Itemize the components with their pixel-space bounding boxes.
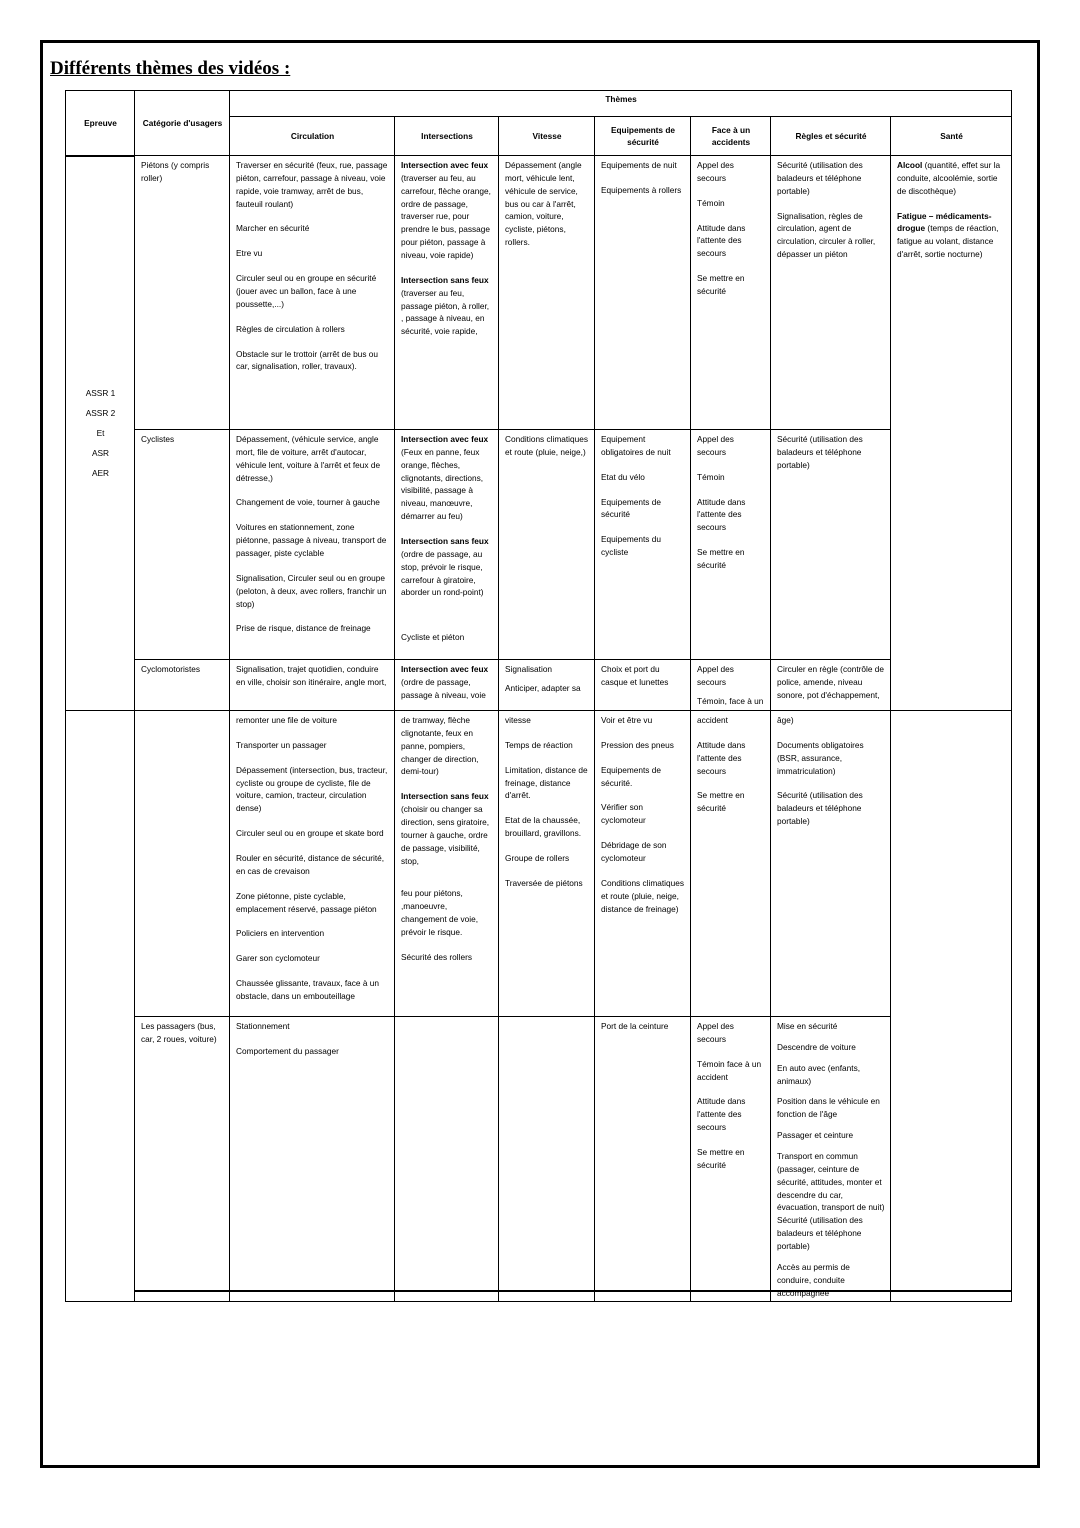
header-categorie: Catégorie d'usagers	[135, 91, 230, 156]
list-item: Signalisation, Circuler seul ou en groupe (peloton, à deux, avec rollers, franchir un stop)	[236, 572, 387, 609]
passagers-accidents	[691, 1017, 771, 1302]
list-item: Equipements de nuit	[601, 160, 677, 170]
list-item: Anticiper, adapter sa	[505, 682, 581, 693]
list-item: Changement de voie, tourner à gauche	[236, 497, 380, 508]
pietons-accidents	[691, 156, 771, 430]
table-bottom-rule	[134, 1290, 1012, 1292]
list-item: Témoin	[697, 197, 725, 208]
list-item: Etre vu	[236, 248, 263, 259]
list-item: Attitude dans l'attente des secours	[697, 222, 746, 259]
list-item: Se mettre en sécurité	[697, 1147, 745, 1170]
cyclistes-regles	[771, 430, 891, 660]
cyclistes-equipements	[595, 430, 691, 660]
passagers-vitesse	[499, 1017, 595, 1302]
list-item: Transport en commun (passager, ceinture de sécurité, attitudes, monter et descendre du car, évacuation, transport de nuit)	[777, 1151, 885, 1213]
list-item: Etat du vélo	[601, 471, 645, 482]
pietons-intersections	[395, 156, 499, 430]
epreuve-label: ASSR 2	[85, 408, 116, 419]
sante-cell-continued	[891, 711, 1012, 1302]
item-heading: Intersection avec feux	[401, 160, 489, 170]
list-item: Position dans le véhicule en fonction de l'âge	[777, 1096, 880, 1120]
cyclistes-vitesse	[499, 430, 595, 660]
list-item: Attitude dans l'attente des secours	[697, 739, 746, 776]
list-item: Groupe de rollers	[505, 853, 570, 864]
list-item: Règles de circulation à rollers	[236, 323, 345, 334]
list-item: Vérifier son cyclomoteur	[601, 802, 646, 826]
header-epreuve: Epreuve	[66, 91, 135, 156]
list-item: Signalisation, trajet quotidien, conduire en ville, choisir son itinéraire, angle mort,	[236, 664, 387, 687]
pietons-equipements	[595, 156, 691, 430]
list-item: Témoin	[697, 471, 725, 482]
list-item: Obstacle sur le trottoir (arrêt de bus ou car, signalisation, roller, travaux).	[236, 348, 379, 372]
list-item: Attitude dans l'attente des secours	[697, 1096, 746, 1133]
header-intersections: Intersections	[395, 117, 499, 156]
list-item: Dépassement, (véhicule service, angle mort, file de voiture, arrêt d'autocar, véhicule lent, voiture à l'arrêt et feux de détresse,)	[236, 434, 381, 483]
list-item: En auto avec (enfants, animaux)	[777, 1062, 861, 1086]
list-item: accident	[697, 715, 728, 725]
list-item: Policiers en intervention	[236, 928, 325, 939]
list-item: Accès au permis de conduire, conduite accompagnée	[777, 1261, 850, 1298]
list-item: Témoin, face à un	[697, 695, 764, 706]
sante-cell	[891, 156, 1012, 711]
cyclomotoristes-cont-vitesse	[499, 711, 595, 1017]
list-item: Sécurité des rollers	[401, 951, 473, 962]
list-item: Conditions climatiques et route (pluie, neige, distance de freinage)	[601, 877, 685, 914]
item-text: (Feux en panne, feux orange, flèches, clignotants, directions, visibilité, passage à niveau, manœuvre, démarrer au feu)	[401, 446, 484, 522]
list-item: Equipements du cycliste	[601, 534, 661, 558]
category-cyclomotoristes-continued	[135, 711, 230, 1017]
passagers-equipements	[595, 1017, 691, 1302]
list-item: Conditions climatiques et route (pluie, neige,)	[505, 434, 589, 457]
list-item: Se mettre en sécurité	[697, 273, 745, 297]
list-item: Appel des secours	[697, 1021, 734, 1044]
list-item: Temps de réaction	[505, 739, 573, 750]
cyclomotoristes-circulation	[230, 660, 395, 711]
list-item: Equipements de sécurité.	[601, 764, 661, 788]
list-item: Zone piétonne, piste cyclable, emplacement réservé, passage piéton	[236, 890, 377, 914]
cyclistes-accidents	[691, 430, 771, 660]
list-item: Comportement du passager	[236, 1045, 339, 1056]
item-heading: Alcool	[897, 160, 923, 170]
cyclomotoristes-cont-intersections	[395, 711, 499, 1017]
list-item	[401, 535, 493, 599]
list-item: vitesse	[505, 715, 531, 725]
list-item: Signalisation, règles de circulation, agent de circulation, circuler à roller, dépasser un piéton	[777, 210, 876, 260]
list-item: Attitude dans l'attente des secours	[697, 496, 746, 533]
list-item: Cycliste et piéton	[401, 632, 465, 643]
cyclomotoristes-accidents	[691, 660, 771, 711]
item-heading: Intersection avec feux	[401, 434, 489, 444]
themes-table-part-1	[65, 90, 1012, 711]
cyclomotoristes-intersections	[395, 660, 499, 711]
item-text: (choisir ou changer sa direction, sens giratoire, tourner à gauche, ordre de passage, visibilité, stop,	[401, 804, 490, 866]
list-item: Transporter un passager	[236, 739, 327, 750]
list-item: Sécurité (utilisation des baladeurs et téléphone portable)	[777, 790, 863, 827]
list-item	[401, 790, 493, 867]
cyclistes-circulation	[230, 430, 395, 660]
list-item	[897, 159, 1006, 198]
header-circulation: Circulation	[230, 117, 395, 156]
item-text: (temps de réaction, fatigue au volant, distance d'arrêt, sortie nocturne)	[897, 223, 999, 260]
list-item: Chaussée glissante, travaux, face à un obstacle, dans un embouteillage	[236, 978, 379, 1002]
list-item: Passager et ceinture	[777, 1130, 854, 1141]
list-item: âge)	[777, 715, 794, 725]
list-item: Témoin face à un accident	[697, 1058, 762, 1082]
list-item	[401, 433, 493, 523]
item-text: (ordre de passage, au stop, prévoir le risque, carrefour à giratoire, aborder un rond-point)	[401, 548, 484, 598]
epreuve-label: ASR	[91, 447, 110, 458]
list-item: Documents obligatoires (BSR, assurance, immatriculation)	[777, 739, 864, 776]
item-text: (traverser au feu, passage piéton, à roller, , passage à niveau, en sécurité, voie rapide,	[401, 287, 490, 337]
list-item: feu pour piétons, ,manoeuvre, changement de voie, prévoir le risque.	[401, 888, 479, 938]
pietons-circulation	[230, 156, 395, 430]
header-accidents: Face à un accidents	[691, 117, 771, 156]
pietons-regles	[771, 156, 891, 430]
cyclomotoristes-cont-equipements	[595, 711, 691, 1017]
header-regles: Règles et sécurité	[771, 117, 891, 156]
epreuve-label: Et	[96, 428, 105, 439]
header-equipements: Equipements de sécurité	[595, 117, 691, 156]
list-item: Port de la ceinture	[601, 1021, 669, 1031]
cyclomotoristes-cont-accidents	[691, 711, 771, 1017]
list-item: Circuler seul ou en groupe en sécurité (jouer avec un ballon, face à une poussette,...)	[236, 273, 377, 309]
header-vitesse: Vitesse	[499, 117, 595, 156]
list-item: Pression des pneus	[601, 739, 674, 750]
list-item: Sécurité (utilisation des baladeurs et téléphone portable)	[777, 160, 863, 196]
item-heading: Fatigue – médicaments-drogue	[897, 210, 992, 234]
list-item: Stationnement	[236, 1021, 290, 1031]
passagers-circulation	[230, 1017, 395, 1302]
cyclomotoristes-regles	[771, 660, 891, 711]
list-item: Débridage de son cyclomoteur	[601, 840, 667, 864]
list-item: Dépassement (angle mort, véhicule lent, véhicule de service, bus ou car à l'arrêt, camion, voiture, cycliste, piétons, rollers.	[505, 160, 582, 248]
item-heading: Intersection sans feux	[401, 791, 489, 802]
list-item: Rouler en sécurité, distance de sécurité, en cas de crevaison	[236, 853, 385, 876]
list-item: Limitation, distance de freinage, distance d'arrêt.	[505, 764, 588, 801]
list-item: Signalisation	[505, 664, 553, 674]
list-item: Appel des secours	[697, 434, 734, 457]
cyclomotoristes-vitesse	[499, 660, 595, 711]
list-item: Mise en sécurité	[777, 1021, 838, 1031]
page-title: Différents thèmes des vidéos :	[50, 58, 291, 79]
list-item: Equipements de sécurité	[601, 496, 661, 520]
list-item: remonter une file de voiture	[236, 715, 338, 725]
pietons-vitesse	[499, 156, 595, 430]
list-item: Circuler seul ou en groupe et skate bord	[236, 828, 384, 839]
list-item: Equipement obligatoires de nuit	[601, 434, 671, 457]
category-cyclistes: Cyclistes	[135, 430, 230, 660]
themes-table-part-2	[65, 710, 1012, 1302]
list-item	[401, 274, 493, 338]
cyclomotoristes-cont-circulation	[230, 711, 395, 1017]
list-item: Dépassement (intersection, bus, tracteur, cycliste ou groupe de cycliste, file de voiture, camion, tracteur, circulation dense)	[236, 764, 388, 814]
epreuve-label: AER	[91, 467, 110, 478]
list-item: Sécurité (utilisation des baladeurs et téléphone portable)	[777, 434, 863, 470]
item-heading: Intersection sans feux	[401, 274, 489, 285]
list-item: de tramway, flèche clignotante, feux en panne, pompiers, changer de direction, demi-tour)	[401, 715, 479, 777]
header-themes: Thèmes	[230, 91, 1012, 117]
epreuve-cell-continued	[66, 711, 135, 1302]
list-item: Voir et être vu	[601, 715, 653, 725]
item-heading: Intersection sans feux	[401, 536, 489, 547]
list-item: Choix et port du casque et lunettes	[601, 664, 669, 687]
list-item: Circuler en règle (contrôle de police, amende, niveau sonore, pot d'échappement,	[777, 664, 884, 700]
list-item: Equipements à rollers	[601, 184, 682, 195]
list-item: Voitures en stationnement, zone piétonne, passage à niveau, transport de passager, piste cyclable	[236, 522, 387, 559]
list-item: Se mettre en sécurité	[697, 547, 745, 571]
list-item: Appel des secours	[697, 664, 734, 687]
header-sante: Santé	[891, 117, 1012, 156]
list-item	[897, 210, 1006, 261]
epreuve-label: ASSR 1	[85, 388, 116, 399]
item-heading: Intersection avec feux	[401, 664, 489, 674]
category-cyclomotoristes: Cyclomotoristes	[135, 660, 230, 711]
cyclomotoristes-cont-regles	[771, 711, 891, 1017]
list-item: Etat de la chaussée, brouillard, gravillons.	[505, 815, 582, 839]
epreuve-cell	[66, 156, 135, 711]
item-text: (ordre de passage, passage à niveau, voie	[401, 676, 486, 700]
item-text: (quantité, effet sur la conduite, alcoolémie, sortie de discothèque)	[897, 160, 1001, 196]
list-item: Sécurité (utilisation des baladeurs et téléphone portable)	[777, 1215, 863, 1252]
cyclistes-intersections	[395, 430, 499, 660]
item-text: (traverser au feu, au carrefour, flèche orange, ordre de passage, traverser rue, pour prendre le bus, passage pour piéton, passage à niveau, voie rapide)	[401, 172, 491, 261]
list-item: Marcher en sécurité	[236, 223, 310, 234]
passagers-regles	[771, 1017, 891, 1302]
category-pietons: Piétons (y compris roller)	[135, 156, 230, 430]
passagers-intersections	[395, 1017, 499, 1302]
list-item: Garer son cyclomoteur	[236, 953, 320, 964]
list-item: Traverser en sécurité (feux, rue, passage piéton, carrefour, passage à niveau, voie rapide, voie tramway, arrêt de bus, fauteuil roulant)	[236, 160, 388, 209]
list-item	[401, 159, 493, 262]
list-item: Prise de risque, distance de freinage	[236, 623, 371, 634]
category-passagers: Les passagers (bus, car, 2 roues, voiture)	[135, 1017, 230, 1302]
list-item: Descendre de voiture	[777, 1041, 856, 1052]
list-item: Se mettre en sécurité	[697, 790, 745, 814]
list-item: Traversée de piétons	[505, 877, 583, 888]
list-item: Appel des secours	[697, 160, 734, 183]
cyclomotoristes-equipements	[595, 660, 691, 711]
